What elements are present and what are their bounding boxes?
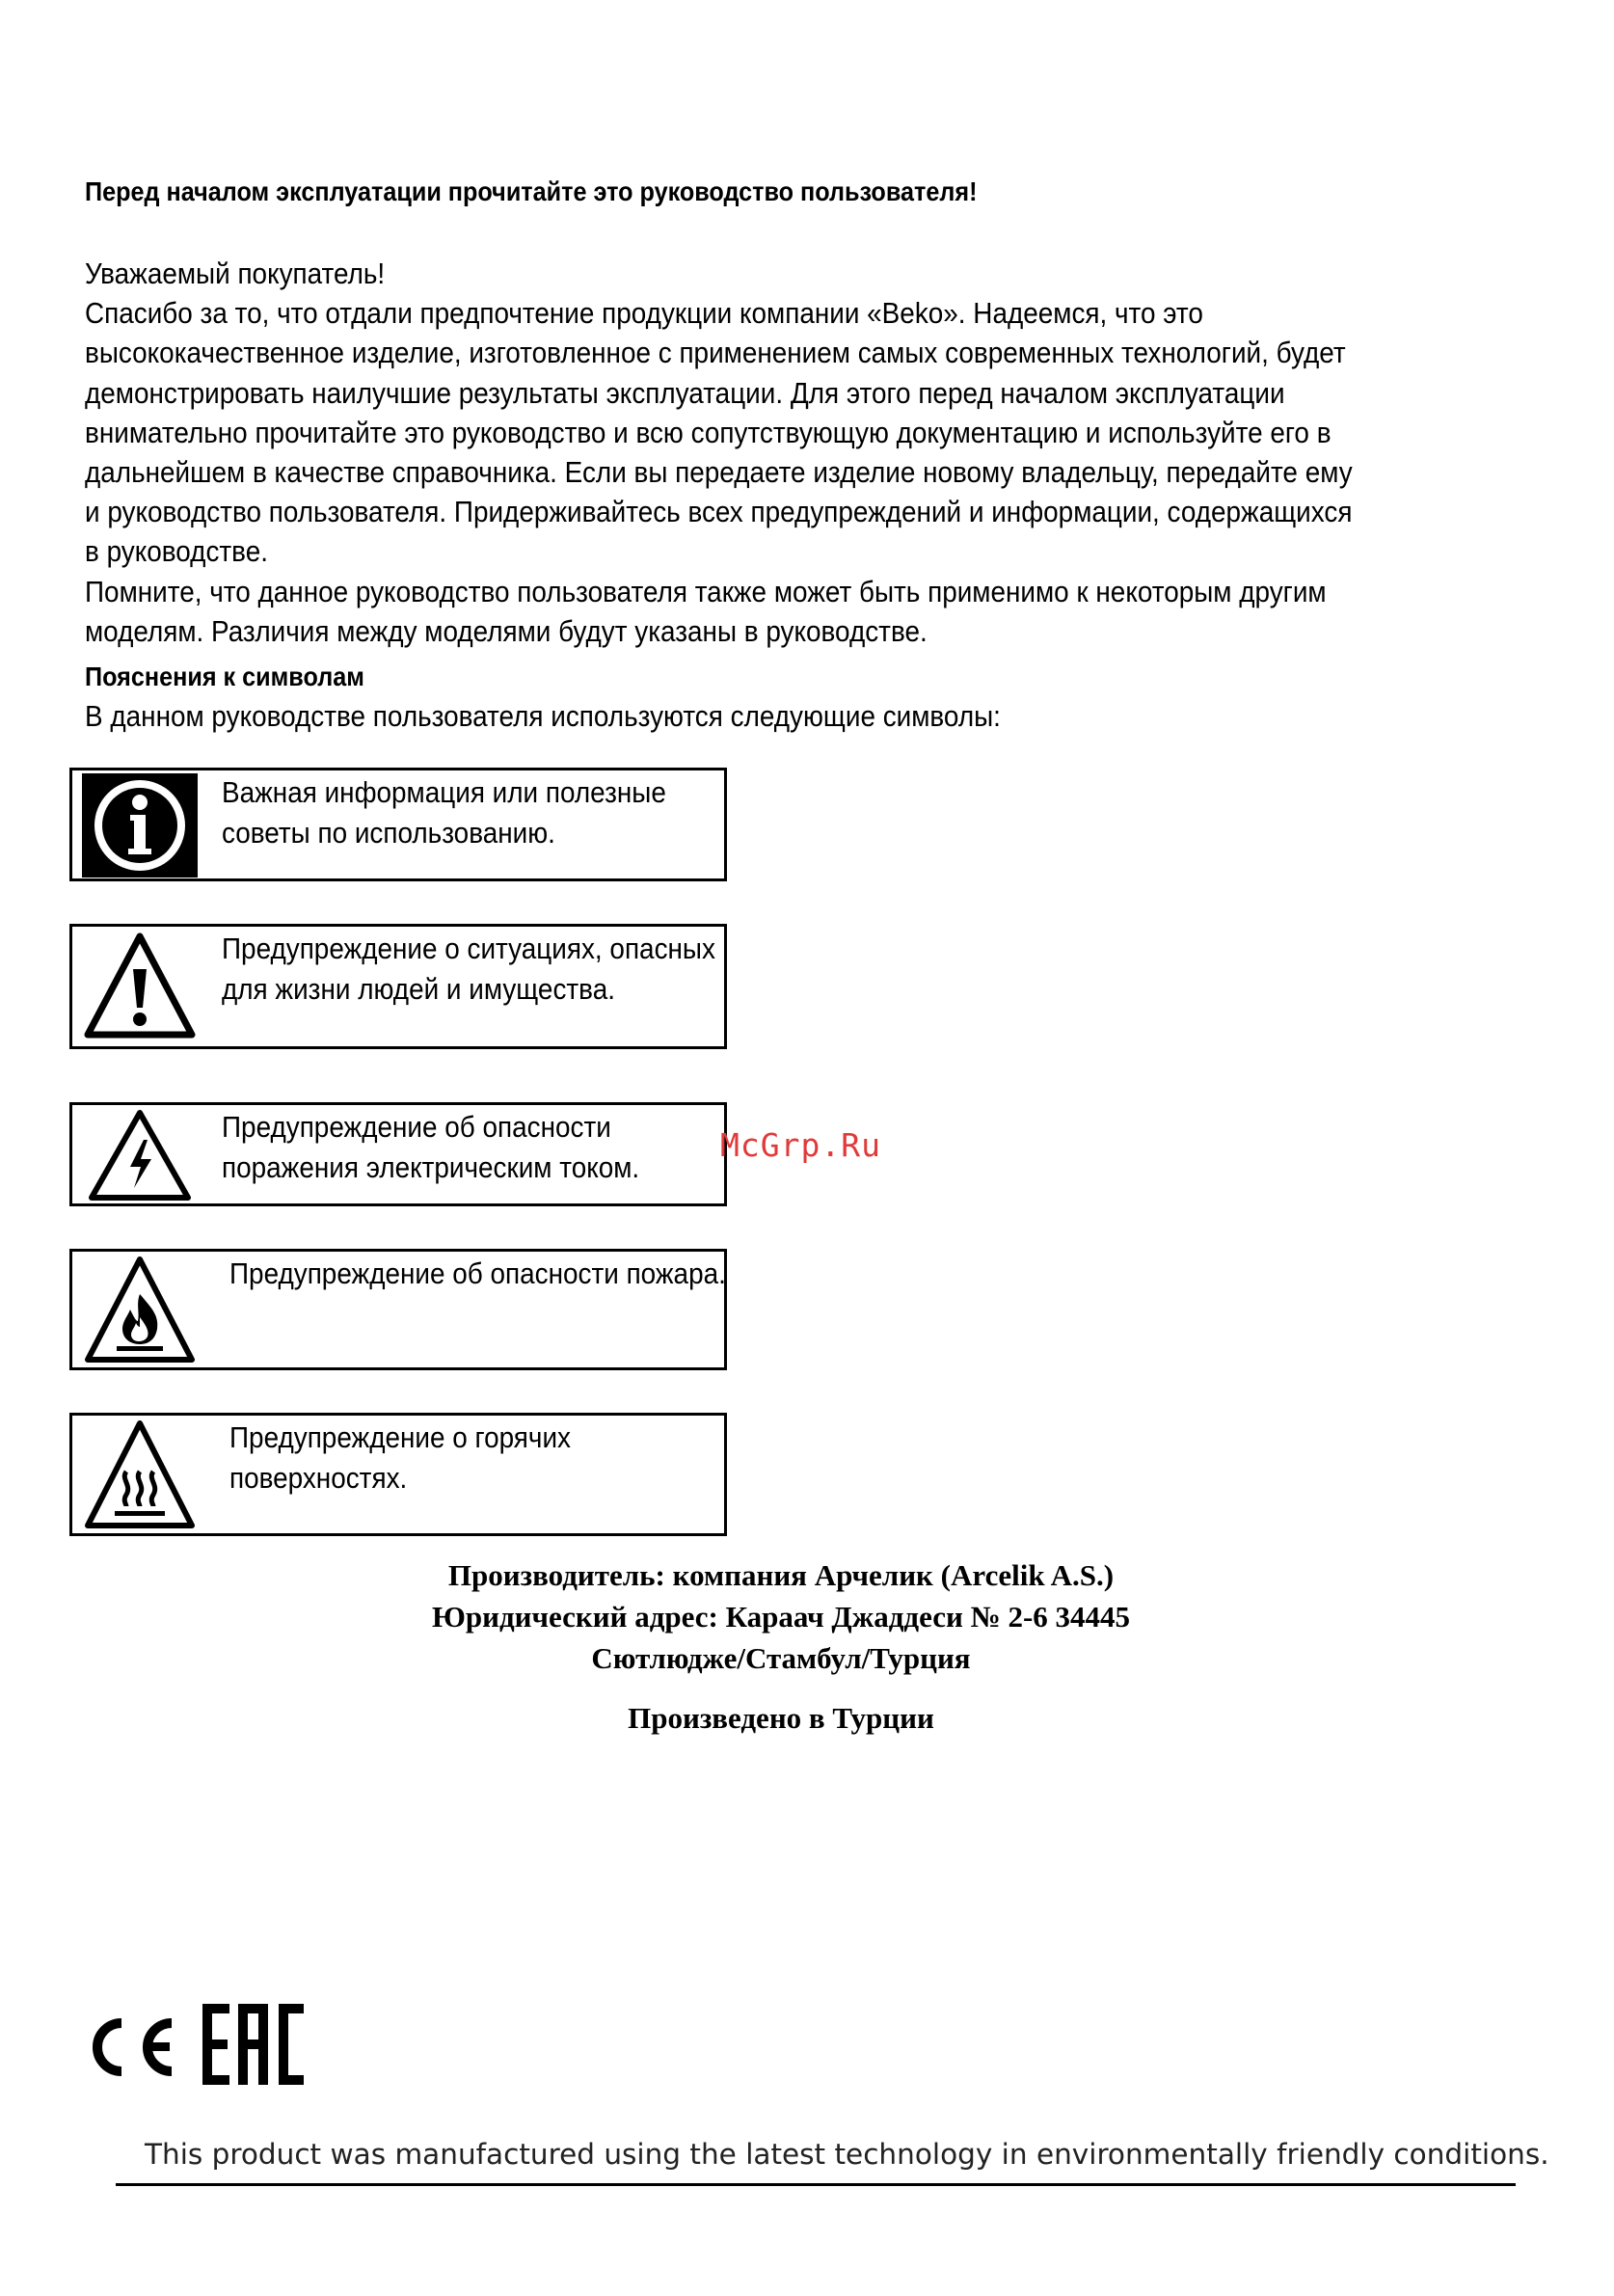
manufacturer-name: Производитель: компания Арчелик (Arcelik A.S.) bbox=[447, 1558, 1115, 1592]
electric-shock-icon bbox=[82, 1107, 198, 1203]
page-heading: Перед началом эксплуатации прочитайте это руководство пользователя! bbox=[85, 176, 978, 206]
symbol-text-warning: Предупреждение о ситуациях, опасных для жизни людей и имущества. bbox=[222, 932, 715, 1006]
symbols-heading: Пояснения к символам bbox=[85, 662, 364, 691]
watermark: McGrp.Ru bbox=[720, 1126, 881, 1164]
ce-mark bbox=[97, 2023, 172, 2071]
symbol-text-electric: Предупреждение об опасности поражения электрическим током. bbox=[222, 1110, 640, 1184]
symbols-intro: В данном руководстве пользователя используются следующие символы: bbox=[85, 699, 1001, 733]
symbol-box-info bbox=[69, 768, 727, 881]
footer-text: This product was manufactured using the latest technology in environmentally friendly conditions. bbox=[145, 2138, 1549, 2171]
symbol-box-hot-surface bbox=[69, 1413, 727, 1536]
footer-rule bbox=[116, 2183, 1516, 2186]
info-icon bbox=[82, 773, 198, 878]
intro-paragraph-1: Спасибо за то, что отдали предпочтение продукции компании «Beko». Надеемся, что это высококачественное изделие, изготовленное с применением самых современных технологий, будет демонстрировать наилучшие результаты эксплуатации. Для этого перед началом эксплуатации внимательно прочитайте это руководство и всю сопутствующую документацию и используйте его в дальнейшем в качестве справочника. Если вы передаете изделие новому владельцу, передайте ему и руководство пользователя. Придерживайтесь всех предупреждений и информации, содержащихся в руководстве. bbox=[85, 296, 1353, 569]
made-in: Произведено в Турции bbox=[628, 1701, 934, 1735]
eac-mark bbox=[202, 2004, 304, 2085]
certification-marks bbox=[79, 1994, 310, 2091]
fire-icon bbox=[82, 1254, 198, 1367]
intro-paragraph-2: Помните, что данное руководство пользователя также может быть применимо к некоторым другим моделям. Различия между моделями будут указаны в руководстве. bbox=[85, 574, 1327, 648]
symbol-box-electric bbox=[69, 1102, 727, 1206]
symbol-box-warning bbox=[69, 924, 727, 1049]
symbol-text-info: Важная информация или полезные советы по использованию. bbox=[222, 775, 666, 850]
legal-address: Юридический адрес: Караач Джаддеси № 2-6 34445 bbox=[431, 1600, 1131, 1634]
legal-address-city: Сютлюдже/Стамбул/Турция bbox=[591, 1641, 971, 1675]
intro-section bbox=[85, 254, 1369, 651]
hot-surface-icon bbox=[82, 1418, 198, 1533]
warning-icon bbox=[82, 931, 198, 1044]
greeting: Уважаемый покупатель! bbox=[85, 257, 386, 290]
symbol-text-hot-surface: Предупреждение о горячих поверхностях. bbox=[229, 1420, 571, 1495]
symbol-box-fire bbox=[69, 1249, 727, 1370]
symbol-text-fire: Предупреждение об опасности пожара. bbox=[229, 1256, 726, 1290]
